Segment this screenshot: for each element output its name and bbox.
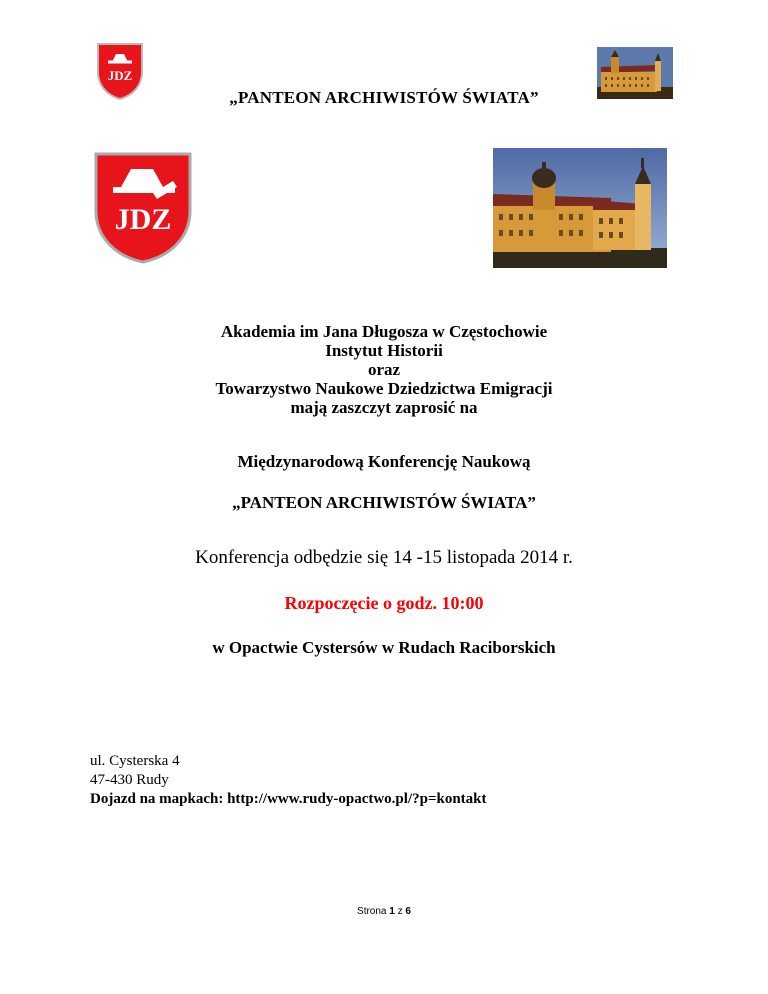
invitation-block	[0, 322, 768, 417]
address-block	[90, 752, 487, 809]
page-word: Strona	[357, 906, 387, 917]
street-address: ul. Cysterska 4	[90, 753, 180, 769]
page-total: 6	[405, 906, 411, 917]
university-logo-large	[93, 151, 193, 265]
invitation-phrase: mają zaszczyt zaprosić na	[290, 398, 478, 417]
conference-type: Międzynarodową Konferencję Naukową	[237, 452, 531, 471]
abbey-photo-large	[493, 148, 667, 268]
city-address: 47-430 Rudy	[90, 772, 169, 788]
university-name: Akademia im Jana Długosza w Częstochowie	[220, 322, 548, 341]
svg-text:JDZ: JDZ	[114, 203, 172, 236]
of-word: z	[397, 906, 403, 917]
directions-link[interactable]: Dojazd na mapkach: http://www.rudy-opactwo.pl/?p=kontakt	[90, 791, 487, 807]
society-name: Towarzystwo Naukowe Dziedzictwa Emigracji	[215, 379, 553, 398]
conference-venue: w Opactwie Cystersów w Rudach Raciborskich	[212, 638, 556, 657]
header-title: „PANTEON ARCHIWISTÓW ŚWIATA”	[229, 88, 539, 107]
conference-dates: Konferencja odbędzie się 14 -15 listopada 2014 r.	[195, 547, 573, 568]
svg-text:JDZ: JDZ	[107, 68, 133, 83]
institute-name: Instytut Historii	[325, 341, 443, 360]
conference-start-time: Rozpoczęcie o godz. 10:00	[284, 593, 484, 613]
page-footer	[0, 906, 768, 917]
conjunction: oraz	[367, 360, 401, 379]
abbey-photo-small	[597, 47, 673, 99]
conference-title: „PANTEON ARCHIWISTÓW ŚWIATA”	[232, 493, 536, 512]
page-number: 1	[389, 906, 395, 917]
